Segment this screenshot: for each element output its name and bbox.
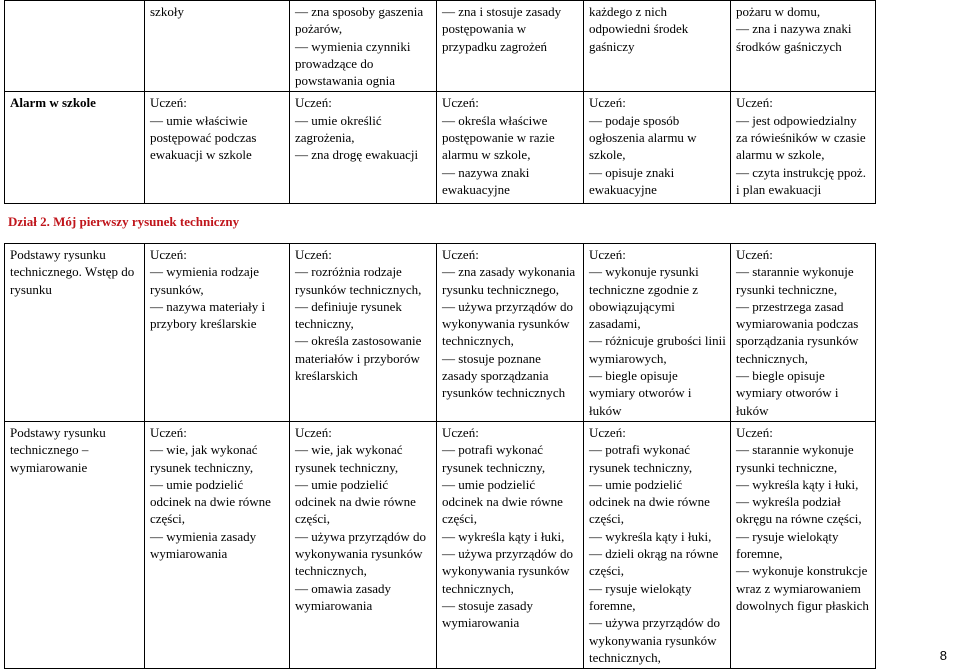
grade-cell <box>584 421 731 668</box>
topic-label: Podstawy rysunku technicznego. Wstęp do rysunku <box>10 247 135 297</box>
grade-cell <box>731 421 876 668</box>
requirement-item: — umie właściwie postępować podczas ewakuacji w szkole <box>150 112 257 163</box>
requirement-item: — wykreśla podział okręgu na równe części, <box>736 494 862 527</box>
requirement-item: pożaru w domu, <box>736 4 821 19</box>
requirement-item: — wie, jak wykonać rysunek techniczny, <box>295 442 403 475</box>
requirement-item: — stosuje poznane zasady sporządzania rysunków technicznych <box>442 350 566 401</box>
section-title: Dział 2. Mój pierwszy rysunek techniczny <box>8 214 240 229</box>
grade-cell <box>437 421 584 668</box>
grade-cell <box>145 1 290 92</box>
cell-heading: Uczeń: <box>150 424 187 440</box>
cell-heading: Uczeń: <box>150 95 187 111</box>
page-number: 8 <box>939 647 947 663</box>
requirement-item: — zna drogę ewakuacji <box>295 147 419 163</box>
grade-cell <box>437 92 584 204</box>
requirement-item: — definiuje rysunek techniczny, <box>295 298 402 332</box>
requirement-item: — zna i nazywa znaki środków gaśniczych <box>736 21 852 54</box>
requirement-item: — rysuje wielokąty foremne, <box>589 580 692 613</box>
cell-heading: Uczeń: <box>295 247 332 262</box>
requirement-item: — określa zastosowanie materiałów i przyborów kreślarskich <box>295 333 422 384</box>
topic-cell <box>5 92 145 204</box>
requirement-item: — potrafi wykonać rysunek techniczny, <box>442 442 546 475</box>
requirement-item: — wymienia czynniki prowadzące do powstawania ognia <box>295 38 411 89</box>
grade-cell <box>584 1 731 92</box>
grade-cell <box>145 92 290 204</box>
grade-cell <box>584 244 731 422</box>
requirement-item: — zna i stosuje zasady postępowania w przypadku zagrożeń <box>442 4 562 54</box>
cell-heading: Uczeń: <box>589 247 626 262</box>
requirement-item: — zna zasady wykonania rysunku technicznego, <box>442 264 576 297</box>
cell-heading: Uczeń: <box>295 424 332 440</box>
requirements-table-technical-drawing <box>4 243 876 669</box>
requirement-item: — umie podzielić odcinek na dwie równe części, <box>150 476 271 527</box>
requirement-item: — nazywa znaki ewakuacyjne <box>442 164 530 197</box>
requirement-item: — używa przyrządów do wykonywania rysunków technicznych, <box>442 298 574 349</box>
table-row <box>5 244 876 422</box>
table-row <box>5 92 876 204</box>
grade-cell <box>290 92 437 204</box>
requirement-item: — umie podzielić odcinek na dwie równe części, <box>442 476 563 527</box>
grade-cell <box>731 1 876 92</box>
grade-cell <box>290 1 437 92</box>
cell-heading: Uczeń: <box>736 247 773 262</box>
grade-cell <box>731 244 876 422</box>
requirement-item: — określa właściwe postępowanie w razie alarmu w szkole, <box>442 112 555 163</box>
requirement-item: — potrafi wykonać rysunek techniczny, <box>589 442 693 475</box>
requirement-item: — starannie wykonuje rysunki techniczne, <box>736 442 854 475</box>
requirements-table-fire-safety <box>4 0 876 204</box>
requirement-item: — wie, jak wykonać rysunek techniczny, <box>150 442 258 475</box>
topic-cell <box>5 244 145 422</box>
requirement-item: — wykonuje rysunki techniczne zgodnie z obowiązującymi zasadami, <box>589 264 699 332</box>
requirement-item: — nazywa materiały i przybory kreślarskie <box>150 298 266 332</box>
requirement-item: — starannie wykonuje rysunki techniczne, <box>736 264 854 297</box>
requirement-item: — opisuje znaki ewakuacyjne <box>589 164 675 197</box>
grade-cell <box>290 421 437 668</box>
requirement-item: — stosuje zasady wymiarowania <box>442 597 533 631</box>
topic-label: Alarm w szkole <box>10 95 96 111</box>
grade-cell <box>731 92 876 204</box>
requirement-item: — używa przyrządów do wykonywania rysunków technicznych, <box>589 615 721 665</box>
requirement-item: — różnicuje grubości linii wymiarowych, <box>589 333 726 366</box>
requirement-item: — biegle opisuje wymiary otworów i łuków <box>736 368 839 418</box>
table-row <box>5 421 876 668</box>
grade-cell <box>145 421 290 668</box>
requirement-item: — umie podzielić odcinek na dwie równe części, <box>589 476 710 527</box>
cell-heading: Uczeń: <box>442 424 479 440</box>
requirement-item: — wymienia zasady wymiarowania <box>150 528 257 562</box>
requirement-item: — wykonuje konstrukcje wraz z wymiarowaniem dowolnych figur płaskich <box>736 563 869 613</box>
requirement-item: — omawia zasady wymiarowania <box>295 580 392 613</box>
requirement-item: — wykreśla kąty i łuki, <box>736 476 859 492</box>
requirement-item: — umie podzielić odcinek na dwie równe części, <box>295 476 416 527</box>
table-row <box>5 1 876 92</box>
requirement-item: — biegle opisuje wymiary otworów i łuków <box>589 368 692 418</box>
cell-heading: Uczeń: <box>736 424 773 440</box>
cell-heading: Uczeń: <box>589 424 626 440</box>
grade-cell <box>584 92 731 204</box>
cell-heading: Uczeń: <box>442 247 479 262</box>
requirement-item: — rysuje wielokąty foremne, <box>736 528 839 562</box>
requirement-item: — dzieli okrąg na równe części, <box>589 546 719 579</box>
requirement-item: szkoły <box>150 4 184 19</box>
requirement-item: — wykreśla kąty i łuki, <box>589 528 712 544</box>
grade-cell <box>437 244 584 422</box>
requirement-item: — wykreśla kąty i łuki, <box>442 528 565 544</box>
cell-heading: Uczeń: <box>295 95 332 111</box>
requirement-item: każdego z nich odpowiedni środek gaśniczy <box>589 4 689 54</box>
requirement-item: — używa przyrządów do wykonywania rysunków technicznych, <box>295 528 427 579</box>
grade-cell <box>290 244 437 422</box>
requirement-item: — używa przyrządów do wykonywania rysunków technicznych, <box>442 546 574 596</box>
requirement-item: — umie określić zagrożenia, <box>295 112 382 146</box>
requirement-item: — wymienia rodzaje rysunków, <box>150 264 260 297</box>
requirement-item: — rozróżnia rodzaje rysunków technicznych, <box>295 264 422 297</box>
requirement-item: — jest odpowiedzialny za rówieśników w czasie alarmu w szkole, <box>736 112 866 163</box>
requirement-item: — czyta instrukcję ppoż. i plan ewakuacji <box>736 164 866 197</box>
requirement-item: — podaje sposób ogłoszenia alarmu w szkole, <box>589 112 697 163</box>
grade-cell <box>437 1 584 92</box>
topic-cell <box>5 1 145 92</box>
cell-heading: Uczeń: <box>589 95 626 111</box>
cell-heading: Uczeń: <box>736 95 773 111</box>
cell-heading: Uczeń: <box>442 95 479 111</box>
topic-label: Podstawy rysunku technicznego – wymiarowanie <box>10 424 106 475</box>
cell-heading: Uczeń: <box>150 247 187 262</box>
requirement-item: — przestrzega zasad wymiarowania podczas sporządzania rysunków technicznych, <box>736 298 859 366</box>
grade-cell <box>145 244 290 422</box>
topic-cell <box>5 421 145 668</box>
requirement-item: — zna sposoby gaszenia pożarów, <box>295 4 424 37</box>
